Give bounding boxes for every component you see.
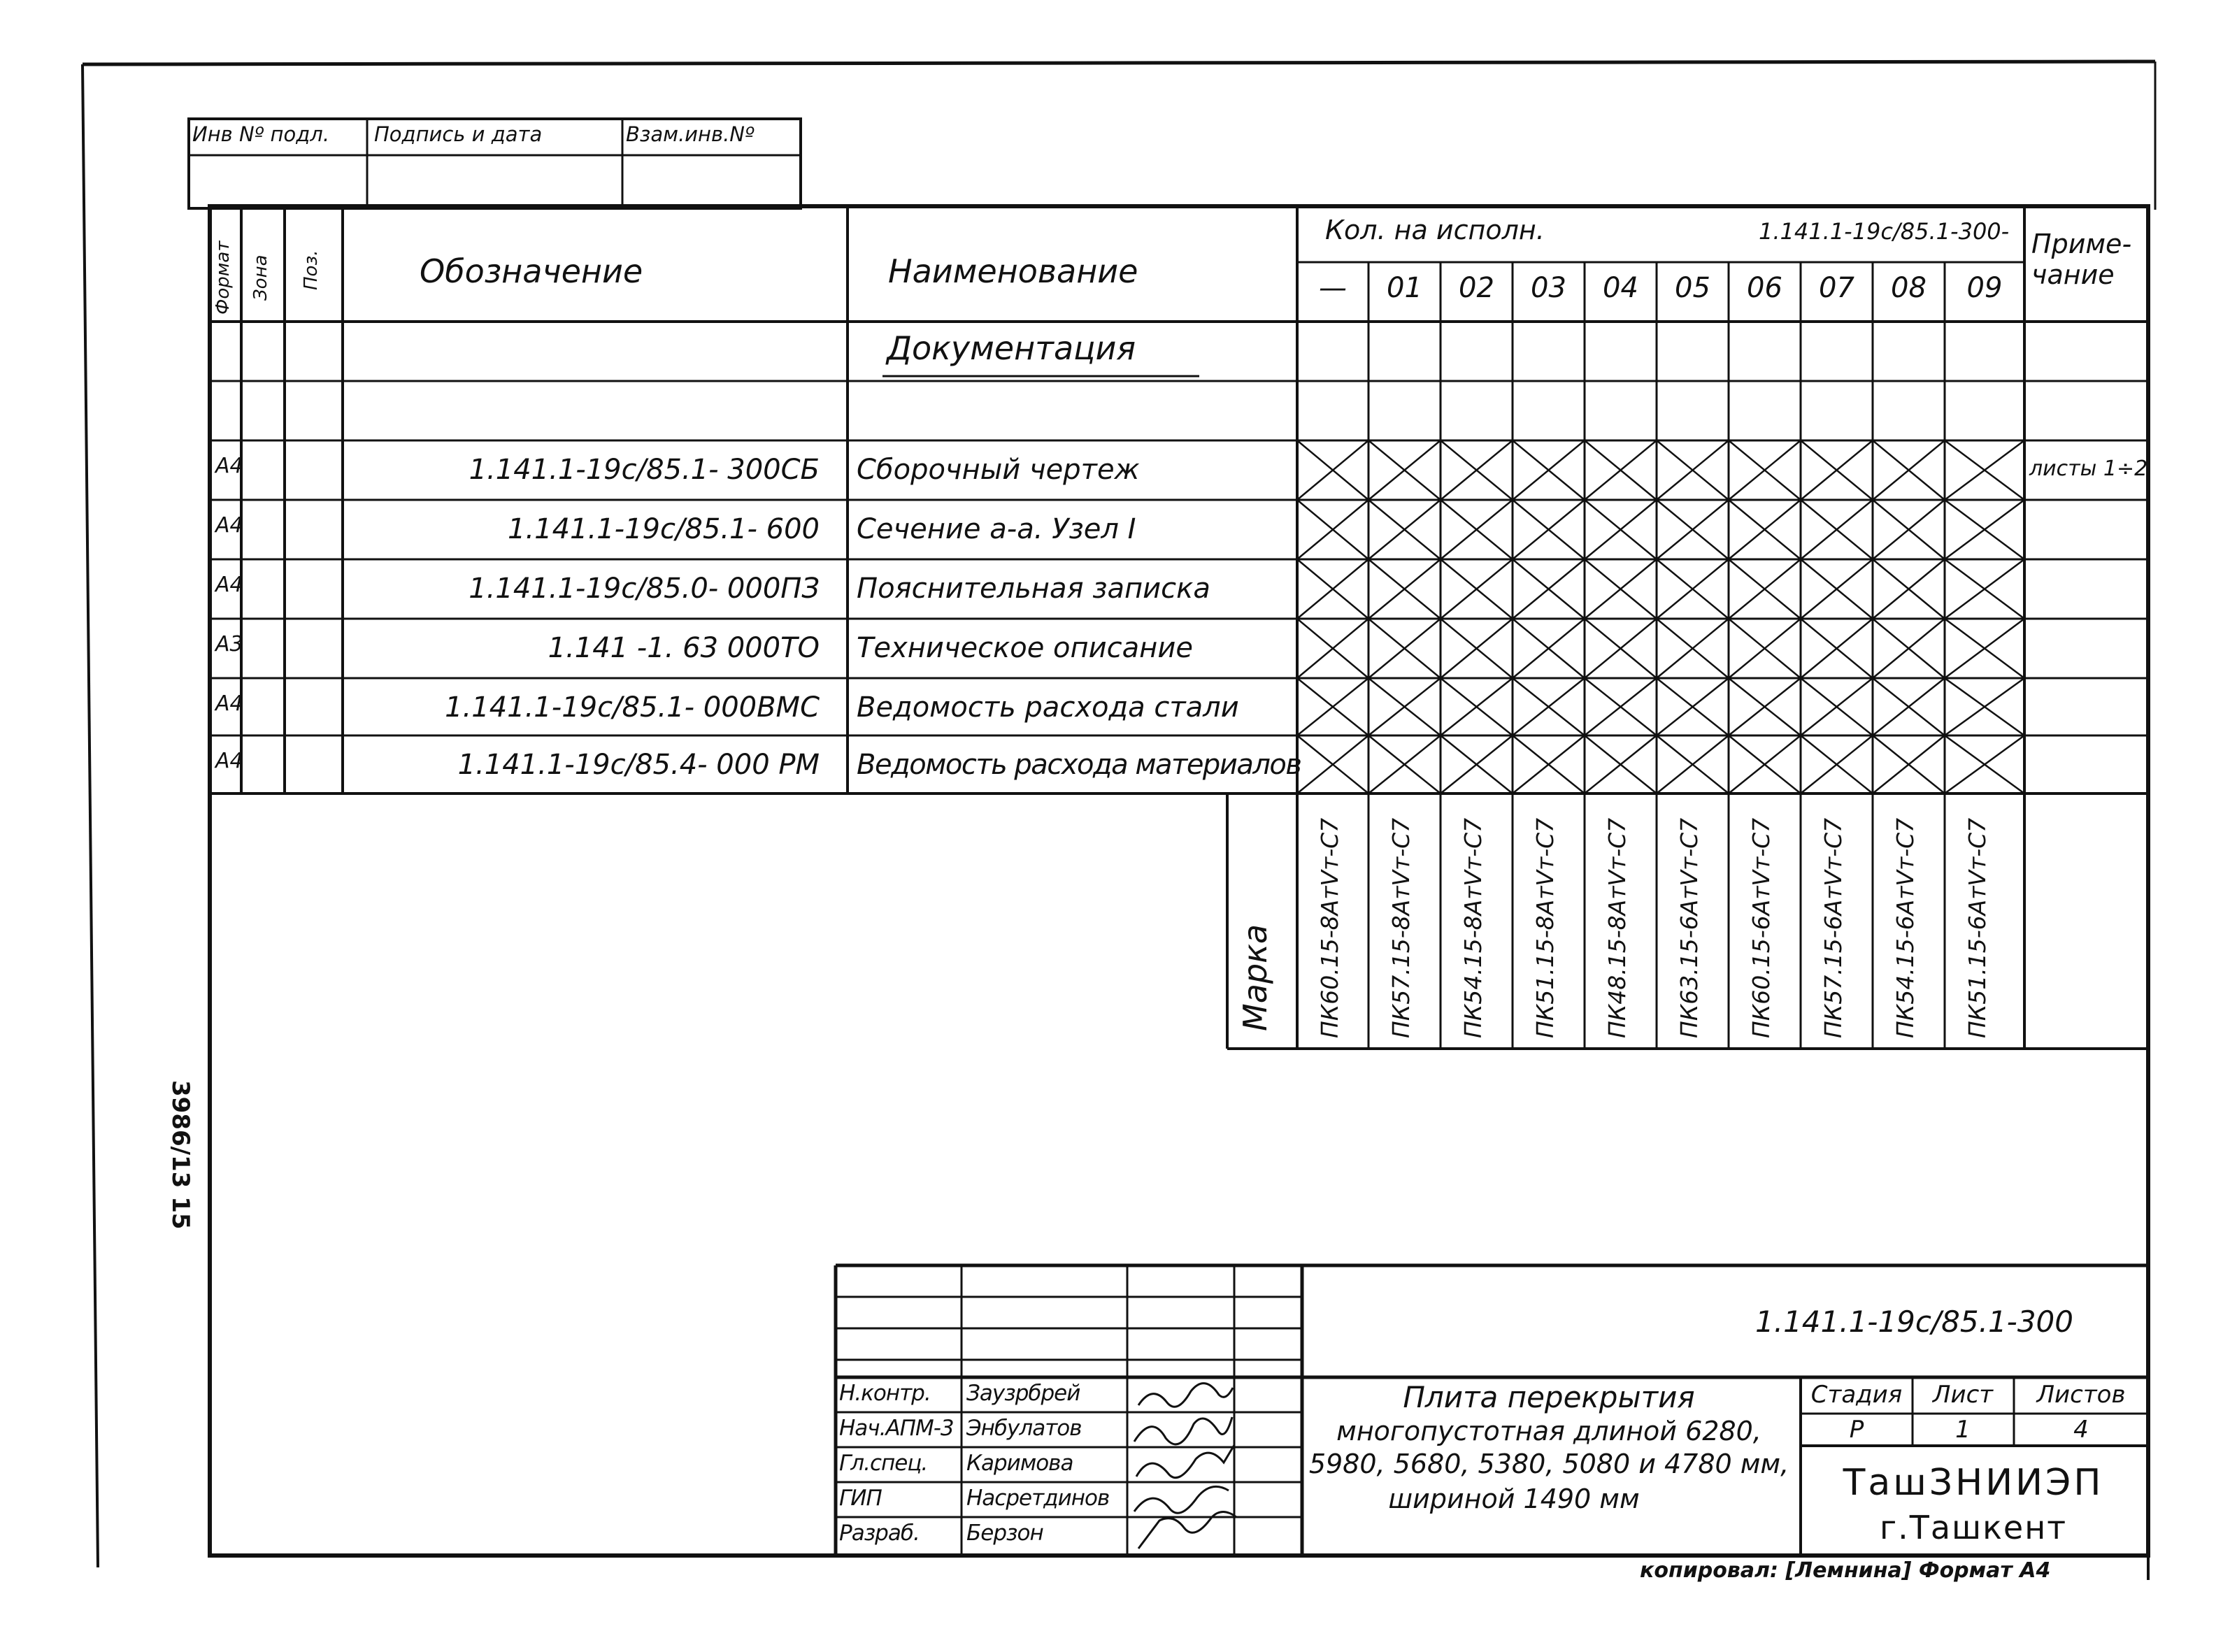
format-header: Формат [213, 240, 234, 315]
title-line: шириной 1490 мм [1388, 1484, 1640, 1514]
name-cell: Ведомость расхода материалов [857, 749, 1301, 781]
sheets-label: Листов [2036, 1381, 2126, 1409]
name-cell: Техническое описание [857, 632, 1193, 664]
designation-cell: 1.141 -1. 63 000ТО [548, 632, 820, 664]
execution-code: 05 [1675, 272, 1710, 304]
marka-label: Марка [1236, 924, 1274, 1031]
mark-label: ПК63.15-6АтVт-С7 [1675, 817, 1703, 1038]
zone-header: Зона [250, 254, 271, 301]
execution-code: 07 [1819, 272, 1854, 304]
signature-scribbles [1134, 1384, 1236, 1549]
format-cell: А4 [215, 749, 243, 773]
note-cell: листы 1÷2 [2029, 457, 2148, 481]
designation-cell: 1.141.1-19с/85.1- 300СБ [469, 454, 820, 486]
mark-label: ПК57.15-8АтVт-С7 [1387, 817, 1415, 1038]
format-cell: А4 [215, 691, 243, 716]
format-cell: А3 [215, 632, 243, 656]
signature-name: Каримова [966, 1451, 1073, 1476]
signature-role: Гл.спец. [839, 1451, 928, 1476]
designation-cell: 1.141.1-19с/85.1- 600 [507, 513, 820, 545]
sheet-value: 1 [1955, 1416, 1971, 1444]
signature-name: Заузрбрей [966, 1381, 1080, 1406]
replacement-inv-label: Взам.инв.Nº [626, 122, 755, 146]
title-line: многопустотная длиной 6280, [1336, 1416, 1761, 1446]
name-cell: Ведомость расхода стали [857, 691, 1239, 724]
section-title: Документация [887, 329, 1136, 367]
signature-role: Нач.АПМ-3 [839, 1416, 954, 1441]
name-header: Наименование [888, 252, 1138, 290]
mark-label: ПК54.15-6АтVт-С7 [1892, 817, 1919, 1038]
stage-value: Р [1849, 1416, 1864, 1444]
code-ref-header: 1.141.1-19с/85.1-300- [1759, 218, 2010, 245]
mark-label: ПК51.15-6АтVт-С7 [1964, 817, 1991, 1038]
mark-label: ПК48.15-8АтVт-С7 [1603, 817, 1631, 1038]
format-cell: А4 [215, 454, 243, 478]
signature-name: Насретдинов [966, 1486, 1110, 1511]
pos-header: Поз. [301, 250, 322, 290]
sheet-label: Лист [1932, 1381, 1994, 1409]
signature-role: Разраб. [839, 1521, 920, 1546]
doc-code: 1.141.1-19с/85.1-300 [1755, 1305, 2073, 1339]
mark-label: ПК51.15-8АтVт-С7 [1531, 817, 1559, 1038]
signature-date-label: Подпись и дата [374, 122, 543, 146]
execution-code: 08 [1891, 272, 1927, 304]
mark-label: ПК60.15-6АтVт-С7 [1747, 817, 1775, 1038]
title-line: Плита перекрытия [1403, 1380, 1695, 1414]
copy-footer: копировал: [Лемнина] Формат А4 [1640, 1558, 2051, 1583]
signature-role: Н.контр. [839, 1381, 931, 1406]
execution-code: 09 [1966, 272, 2003, 304]
stage-label: Стадия [1810, 1381, 1903, 1409]
execution-code: 02 [1459, 272, 1494, 304]
execution-code: 03 [1531, 272, 1566, 304]
designation-header: Обозначение [420, 252, 643, 290]
execution-code: 04 [1603, 272, 1638, 304]
city: г.Ташкент [1879, 1509, 2068, 1546]
signature-role: ГИП [839, 1486, 882, 1511]
mark-label: ПК54.15-8АтVт-С7 [1459, 817, 1487, 1038]
title-line: 5980, 5680, 5380, 5080 и 4780 мм, [1308, 1449, 1789, 1479]
execution-code: 06 [1747, 272, 1782, 304]
signature-name: Энбулатов [966, 1416, 1082, 1441]
mark-label: ПК60.15-8АтVт-С7 [1316, 817, 1343, 1038]
inv-no-label: Инв Nº подл. [192, 122, 330, 146]
mark-label: ПК57.15-6АтVт-С7 [1820, 817, 1847, 1038]
designation-cell: 1.141.1-19с/85.4- 000 РМ [457, 749, 820, 781]
designation-cell: 1.141.1-19с/85.1- 000ВМС [445, 691, 820, 724]
note-header: Приме-чание [2031, 229, 2132, 290]
format-cell: А4 [215, 513, 243, 538]
execution-code: 01 [1387, 272, 1422, 304]
organization: ТашЗНИИЭП [1843, 1462, 2104, 1504]
designation-cell: 1.141.1-19с/85.0- 000ПЗ [469, 573, 820, 605]
name-cell: Сечение а-а. Узел I [857, 513, 1136, 545]
execution-x-marks [1297, 440, 2024, 793]
name-cell: Сборочный чертеж [857, 454, 1140, 486]
execution-code: — [1319, 272, 1347, 304]
sheets-value: 4 [2073, 1416, 2089, 1444]
signature-name: Берзон [966, 1521, 1043, 1546]
side-number: 3986/13 15 [166, 1080, 194, 1230]
format-cell: А4 [215, 573, 243, 597]
name-cell: Пояснительная записка [857, 573, 1210, 605]
qty-header: Кол. на исполн. [1325, 215, 1545, 245]
